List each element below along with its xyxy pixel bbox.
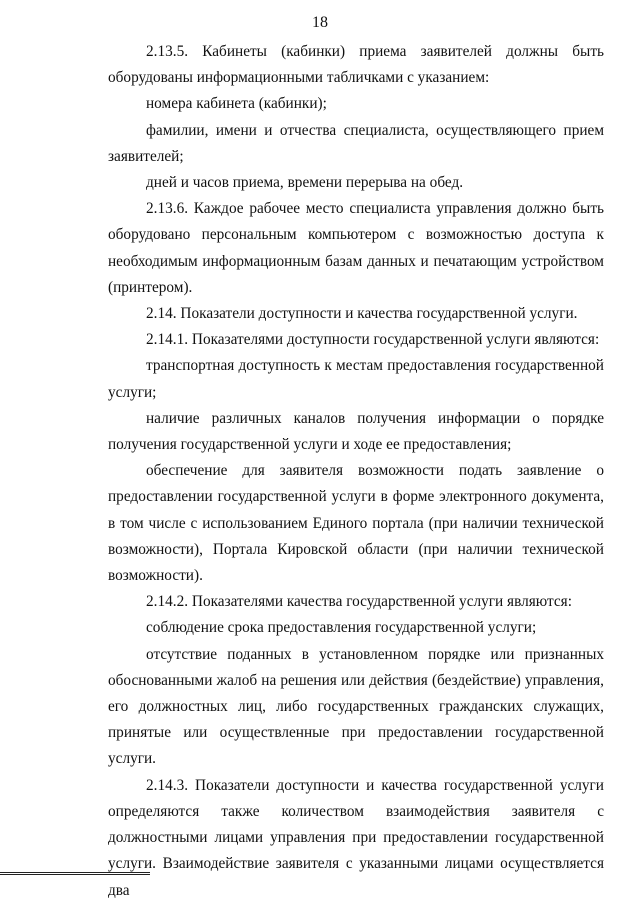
list-item-no-complaints: отсутствие поданных в установленном порядке или признанных обоснованными жалоб на решения или действия (бездействие) управления, его должностных лиц, либо государственных гражданских служащих, принятые или осуществленные при предоставлении государственной услуги. xyxy=(108,645,604,768)
footnote-divider xyxy=(0,872,150,873)
list-item-cabinet-number: номера кабинета (кабинки); xyxy=(146,95,327,113)
paragraph-2-13-6: 2.13.6. Каждое рабочее место специалиста управления должно быть оборудовано персональным компьютером с возможностью доступа к необходимым информационным базам данных и печатающим устройством (принтером). xyxy=(108,200,604,296)
paragraph-2-13-5: 2.13.5. Кабинеты (кабинки) приема заявителей должны быть оборудованы информационными табличками с указанием: xyxy=(108,43,604,87)
list-item-deadline-compliance: соблюдение срока предоставления государственной услуги; xyxy=(146,619,537,637)
list-item-info-channels: наличие различных каналов получения информации о порядке получения государственной услуги и ходе ее предоставления; xyxy=(108,409,604,454)
list-item-transport-access: транспортная доступность к местам предоставления государственной услуги; xyxy=(108,357,604,401)
page-number: 18 xyxy=(312,14,328,31)
paragraph-2-14-3: 2.14.3. Показатели доступности и качества государственной услуги определяются также количеством взаимодействия заявителя с должностными лицами управления при предоставлении государственной услуги. Взаимодействие заявителя с указанными лицами осуществляется два xyxy=(108,776,604,899)
list-item-electronic-application: обеспечение для заявителя возможности подать заявление о предоставлении государственной услуги в форме электронного документа, в том числе с использованием Единого портала (при наличии технической возможности), Портала Кировской области (при наличии технической возможности). xyxy=(108,462,604,585)
paragraph-2-14-1: 2.14.1. Показателями доступности государственной услуги являются: xyxy=(146,331,600,349)
list-item-reception-hours: дней и часов приема, времени перерыва на обед. xyxy=(146,174,464,192)
list-item-specialist-name: фамилии, имени и отчества специалиста, осуществляющего прием заявителей; xyxy=(108,121,604,165)
footnote-divider-second xyxy=(0,874,150,875)
paragraph-2-14-2: 2.14.2. Показателями качества государственной услуги являются: xyxy=(146,593,572,611)
section-heading-2-14: 2.14. Показатели доступности и качества государственной услуги. xyxy=(146,305,578,323)
document-body xyxy=(108,39,604,904)
